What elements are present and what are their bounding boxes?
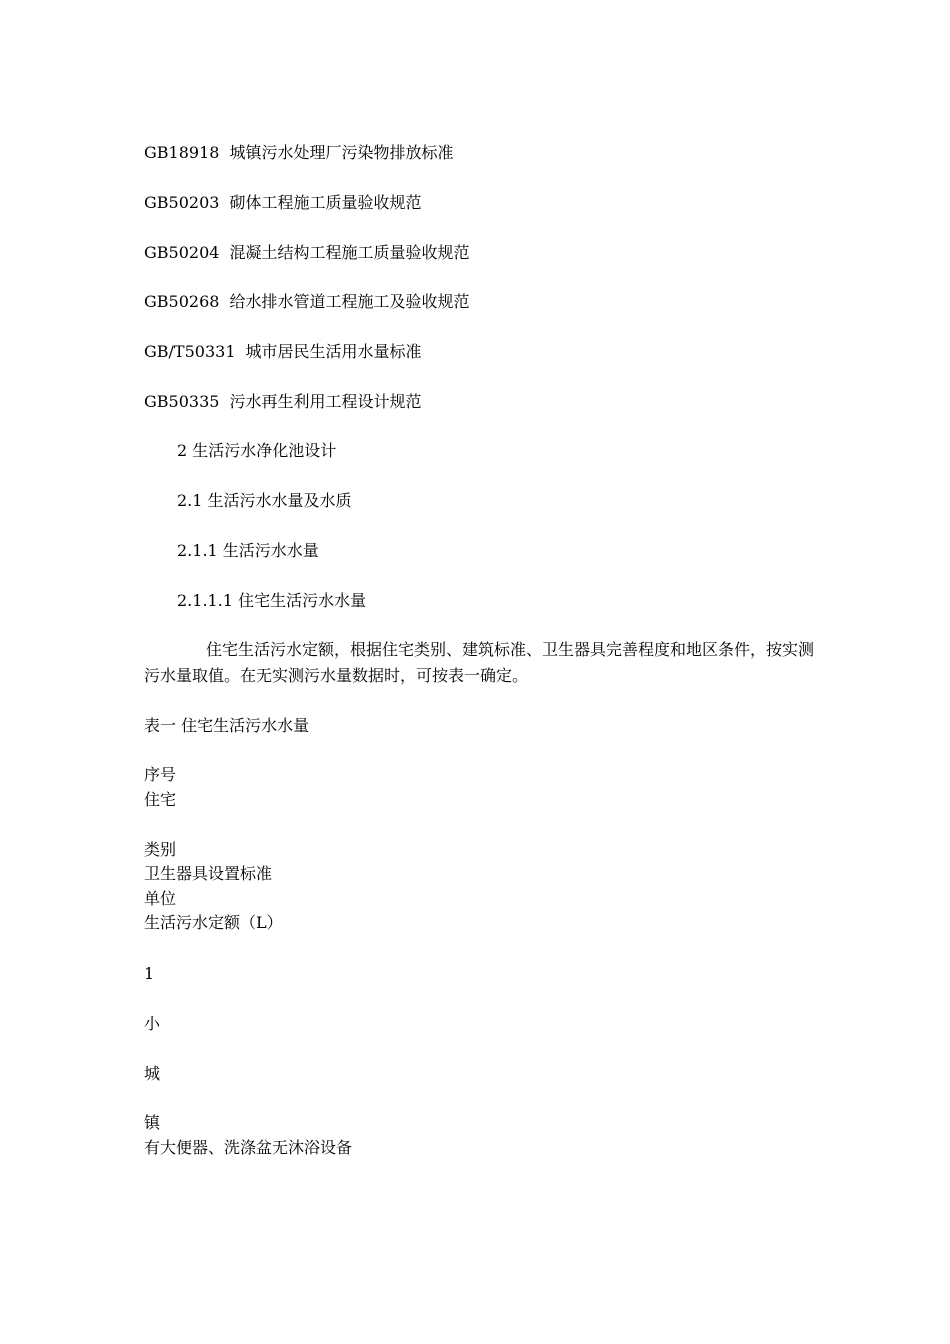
standard-title: 混凝土结构工程施工质量验收规范 — [229, 243, 470, 262]
table-header-type: 住宅 — [144, 790, 177, 809]
standard-code: GB18918 — [144, 143, 220, 162]
table-header-type: 类别 — [144, 840, 177, 859]
table-cell-type: 小 — [144, 1014, 161, 1033]
table-header-quota: 生活污水定额（L） — [144, 913, 283, 932]
standard-item — [144, 191, 421, 215]
standard-code: GB50268 — [144, 292, 220, 311]
table-cell-type: 镇 — [144, 1113, 161, 1132]
subsection-heading: 2.1.1 生活污水水量 — [177, 541, 319, 560]
table-cell-index: 1 — [144, 964, 155, 983]
standard-item — [144, 340, 422, 364]
standard-title: 污水再生利用工程设计规范 — [229, 392, 422, 411]
table-cell-type: 城 — [144, 1064, 161, 1083]
standard-title: 城镇污水处理厂污染物排放标准 — [229, 143, 454, 162]
standard-code: GB50203 — [144, 193, 220, 212]
table-caption: 表一 住宅生活污水水量 — [144, 716, 310, 735]
table-header-fixture: 卫生器具设置标准 — [144, 864, 273, 883]
standard-item — [144, 390, 421, 414]
standard-item — [144, 241, 469, 265]
table-header-unit: 单位 — [144, 889, 177, 908]
body-paragraph: 住宅生活污水定额，根据住宅类别、建筑标准、卫生器具完善程度和地区条件，按实测污水量取值。在无实测污水量数据时，可按表一确定。 — [144, 640, 815, 685]
section-heading: 2 生活污水净化池设计 — [177, 441, 337, 460]
table-header-index: 序号 — [144, 765, 177, 784]
subsection-heading: 2.1 生活污水水量及水质 — [177, 491, 352, 510]
standard-title: 砌体工程施工质量验收规范 — [229, 193, 422, 212]
standard-item — [144, 290, 469, 314]
standard-code: GB50204 — [144, 243, 220, 262]
table-cell-fixture: 有大便器、洗涤盆无沐浴设备 — [144, 1138, 353, 1157]
standard-title: 给水排水管道工程施工及验收规范 — [229, 292, 470, 311]
standard-code: GB50335 — [144, 392, 220, 411]
standard-title: 城市居民生活用水量标准 — [245, 342, 422, 361]
subsection-heading: 2.1.1.1 住宅生活污水水量 — [177, 591, 367, 610]
standard-code: GB/T50331 — [144, 342, 236, 361]
standard-item — [144, 141, 453, 165]
